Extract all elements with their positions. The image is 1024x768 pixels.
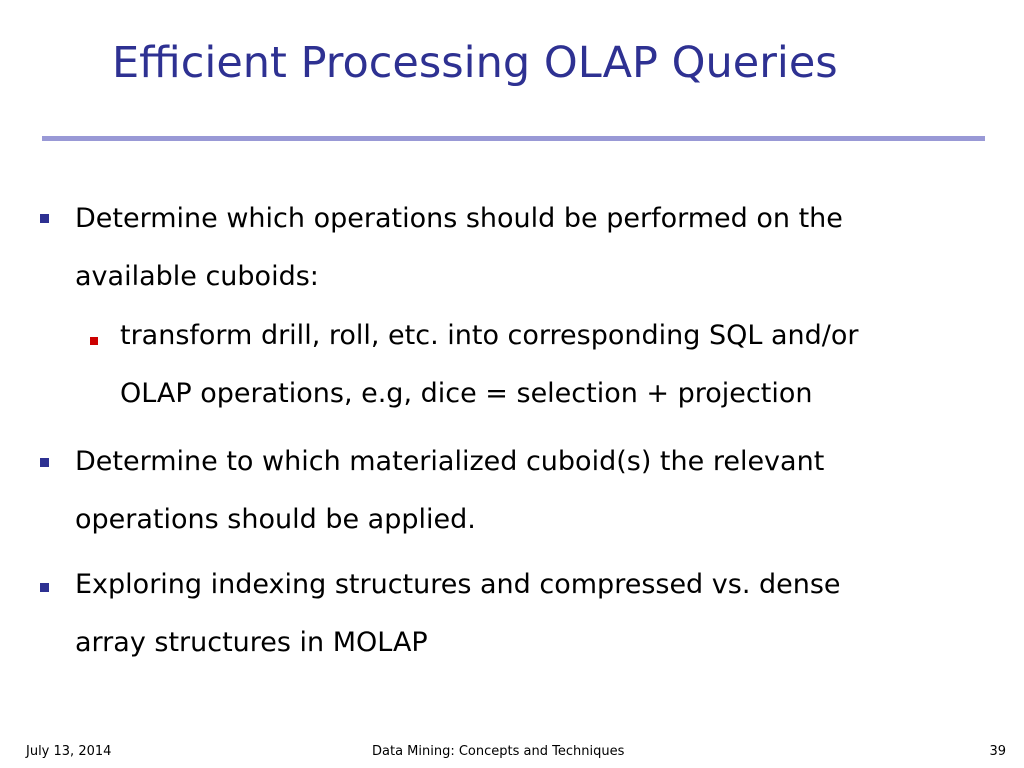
bullet-item bbox=[75, 556, 841, 672]
footer-title: Data Mining: Concepts and Techniques bbox=[372, 744, 625, 759]
bullet-item bbox=[75, 190, 843, 306]
square-bullet-icon bbox=[40, 458, 49, 467]
slide-title: Efficient Processing OLAP Queries bbox=[112, 38, 838, 88]
bullet-text-line: Determine to which materialized cuboid(s) the relevant bbox=[75, 446, 825, 477]
bullet-text-line: Exploring indexing structures and compressed vs. dense bbox=[75, 569, 841, 600]
square-bullet-icon bbox=[40, 214, 49, 223]
bullet-text-line: operations should be applied. bbox=[75, 504, 476, 535]
bullet-text-line: available cuboids: bbox=[75, 261, 319, 292]
page-number: 39 bbox=[989, 744, 1006, 759]
square-bullet-icon bbox=[90, 337, 98, 345]
title-divider bbox=[42, 136, 985, 141]
bullet-text-line: Determine which operations should be performed on the bbox=[75, 203, 843, 234]
square-bullet-icon bbox=[40, 583, 49, 592]
bullet-item bbox=[75, 433, 824, 549]
sub-bullet-item bbox=[120, 307, 859, 423]
bullet-text-line: OLAP operations, e.g, dice = selection + projection bbox=[120, 378, 813, 409]
bullet-text-line: transform drill, roll, etc. into corresponding SQL and/or bbox=[120, 320, 859, 351]
bullet-text-line: array structures in MOLAP bbox=[75, 627, 428, 658]
footer-date: July 13, 2014 bbox=[26, 744, 112, 759]
